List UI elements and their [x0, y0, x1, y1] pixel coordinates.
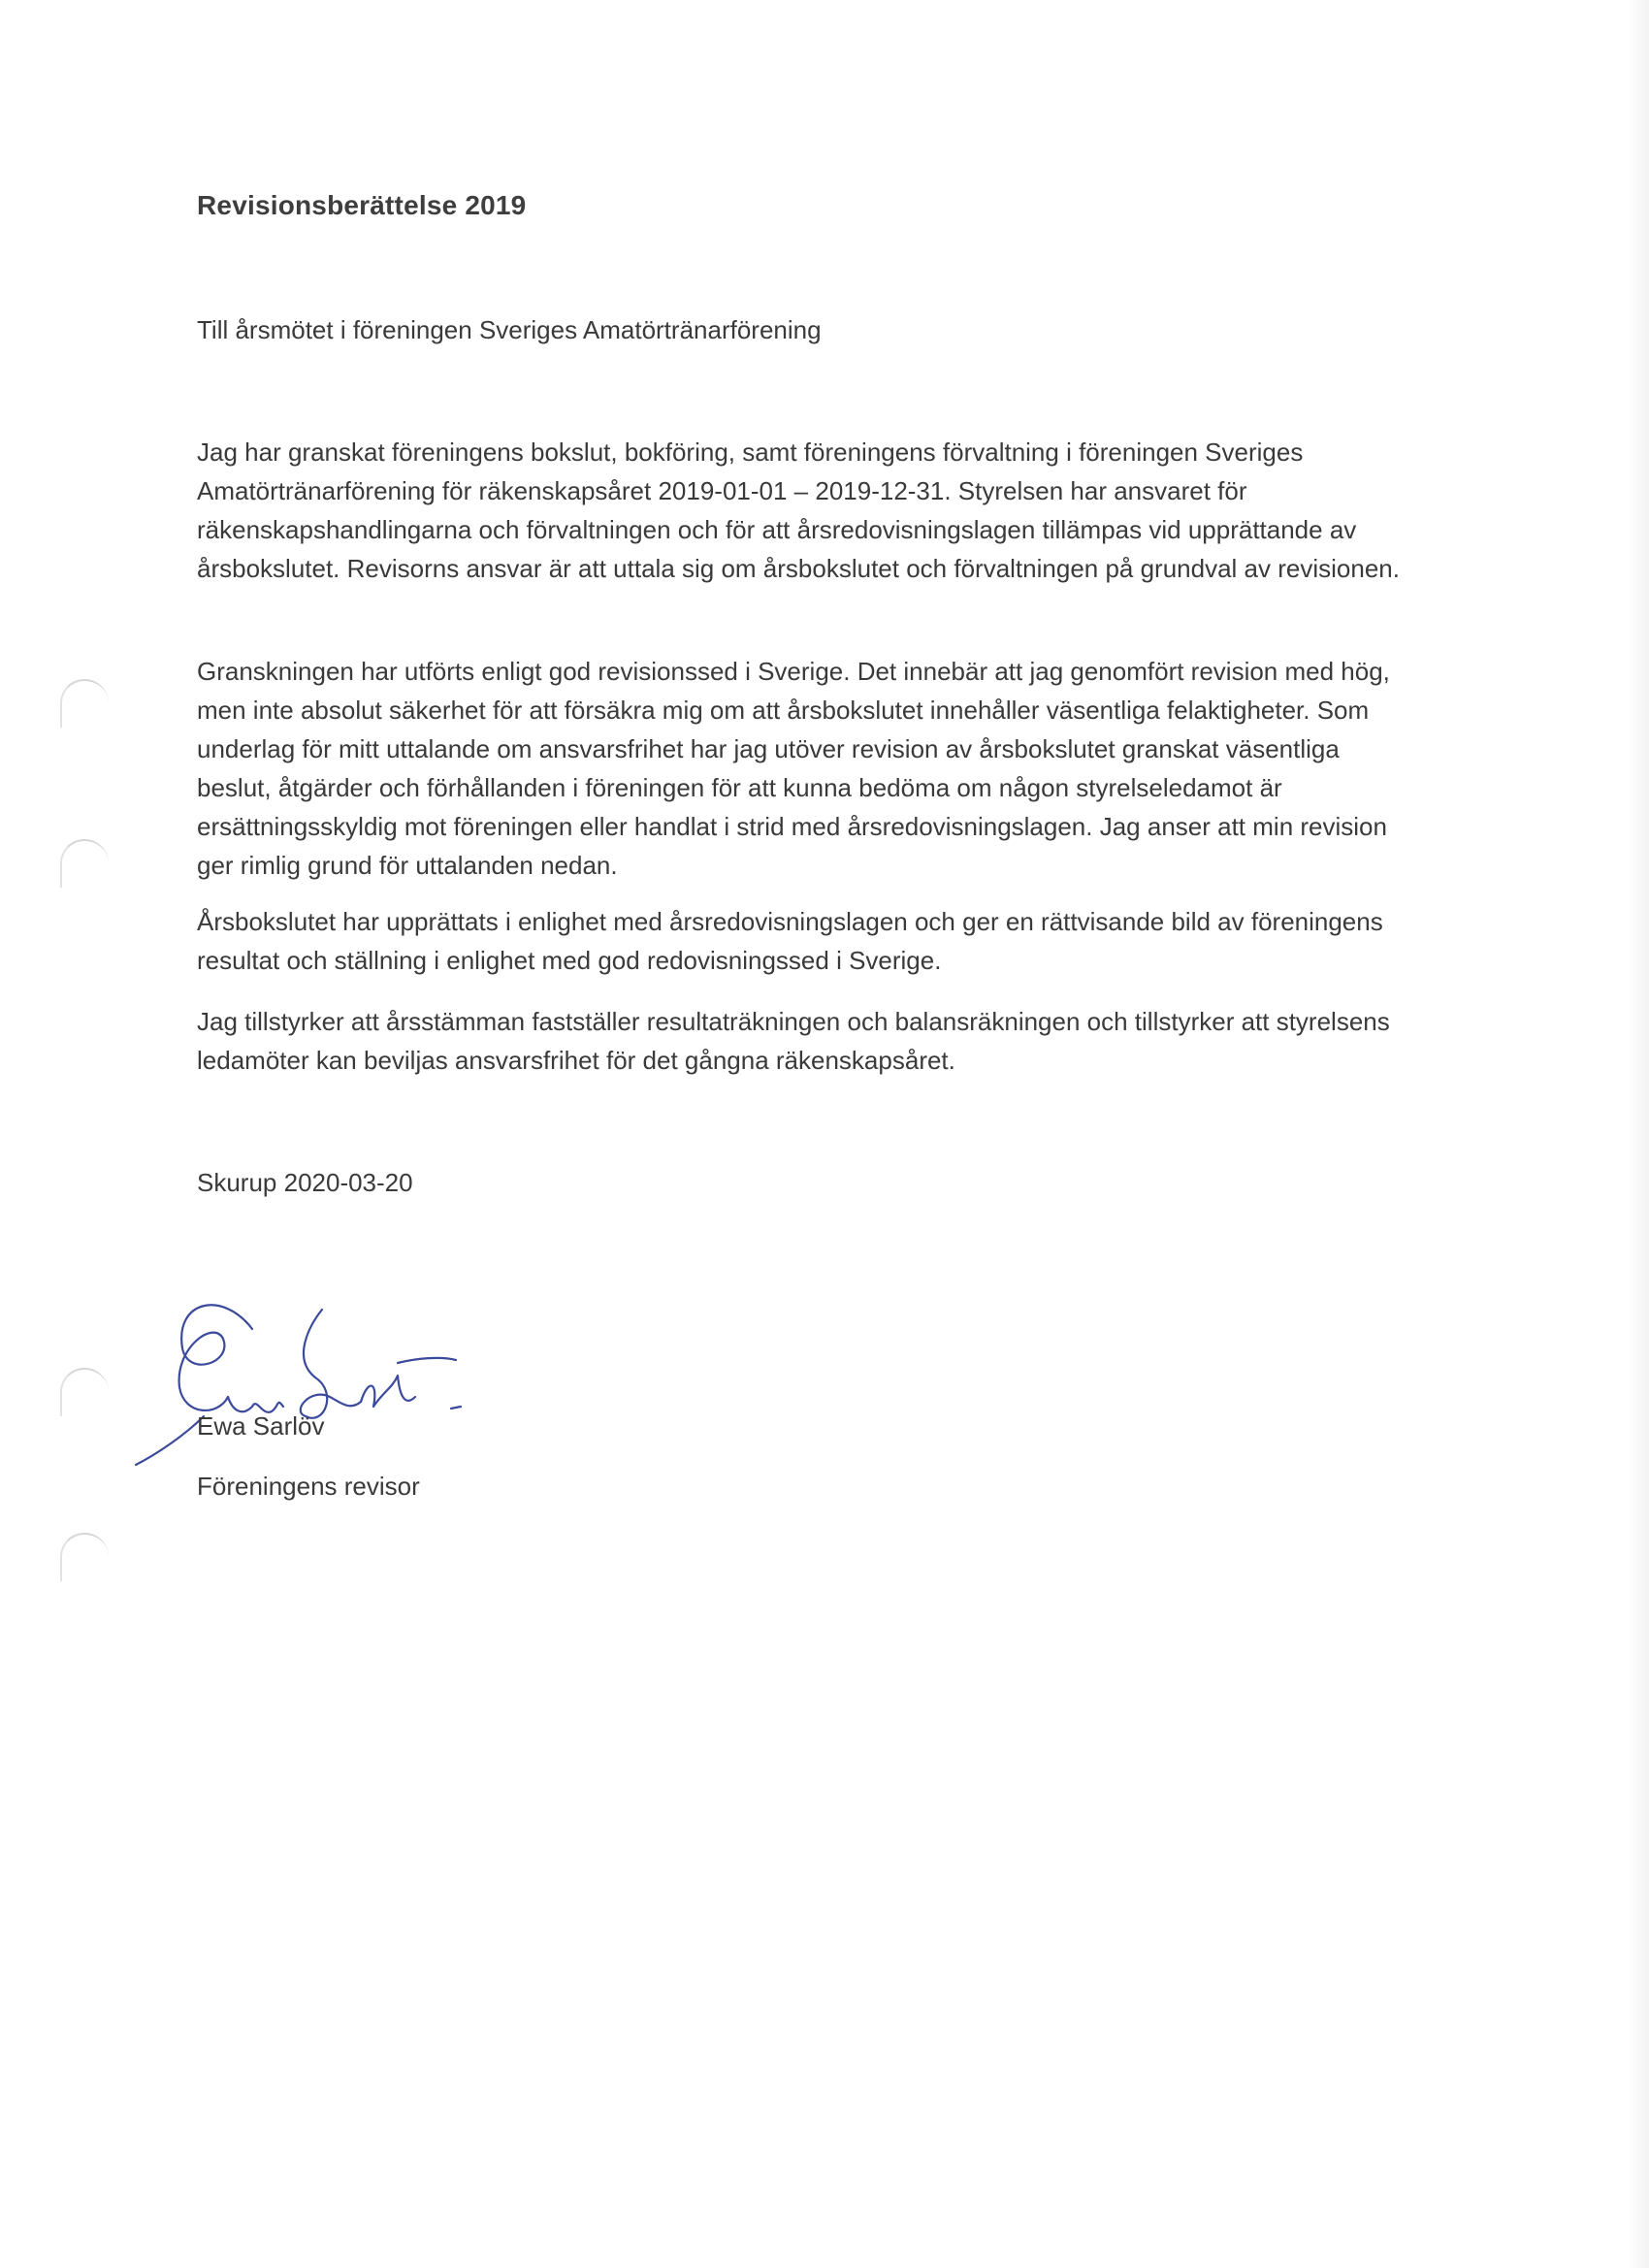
punch-hole-mark [60, 1368, 109, 1416]
document-title: Revisionsberättelse 2019 [197, 190, 527, 220]
punch-hole-mark [60, 1533, 109, 1581]
punch-hole-mark [60, 839, 109, 888]
paragraph-opinion: Årsbokslutet har upprättats i enlighet med årsredovisningslagen och ger en rättvisande bild av föreningens resultat och ställning i enlighet med god redovisningssed i Sverige. [197, 907, 1383, 975]
salutation: Till årsmötet i föreningen Sveriges Amatörtränarförening [197, 315, 822, 344]
punch-hole-mark [60, 679, 109, 728]
signer-role: Föreningens revisor [197, 1472, 420, 1501]
scan-edge-shadow [1628, 0, 1649, 2268]
handwritten-signature [107, 1271, 495, 1474]
place-date: Skurup 2020-03-20 [197, 1168, 413, 1197]
signer-name: Ewa Sarlöv [197, 1411, 325, 1441]
paragraph-recommendation: Jag tillstyrker att årsstämman fastställer resultaträkningen och balansräkningen och tillstyrker att styrelsens ledamöter kan beviljas ansvarsfrihet för det gångna räkenskapsåret. [197, 1007, 1390, 1075]
paragraph-scope: Jag har granskat föreningens bokslut, bokföring, samt föreningens förvaltning i föreningen Sveriges Amatörtränarförening för räkenskapsåret 2019-01-01 – 2019-12-31. Styrelsen har ansvaret för räkenskapshandlingarna och förvaltningen och för att årsredovisningslagen tillämpas vid upprättande av årsbokslutet. Revisorns ansvar är att uttala sig om årsbokslutet och förvaltningen på grundval av revisionen. [197, 437, 1400, 583]
paragraph-method: Granskningen har utförts enligt god revisionssed i Sverige. Det innebär att jag genomfört revision med hög, men inte absolut säkerhet för att försäkra mig om att årsbokslutet innehåller väsentliga felaktigheter. Som underlag för mitt uttalande om ansvarsfrihet har jag utöver revision av årsbokslutet granskat väsentliga beslut, åtgärder och förhållanden i föreningen för att kunna bedöma om någon styrelseledamot är ersättningsskyldig mot föreningen eller handlat i strid med årsredovisningslagen. Jag anser att min revision ger rimlig grund för uttalanden nedan. [197, 657, 1390, 880]
